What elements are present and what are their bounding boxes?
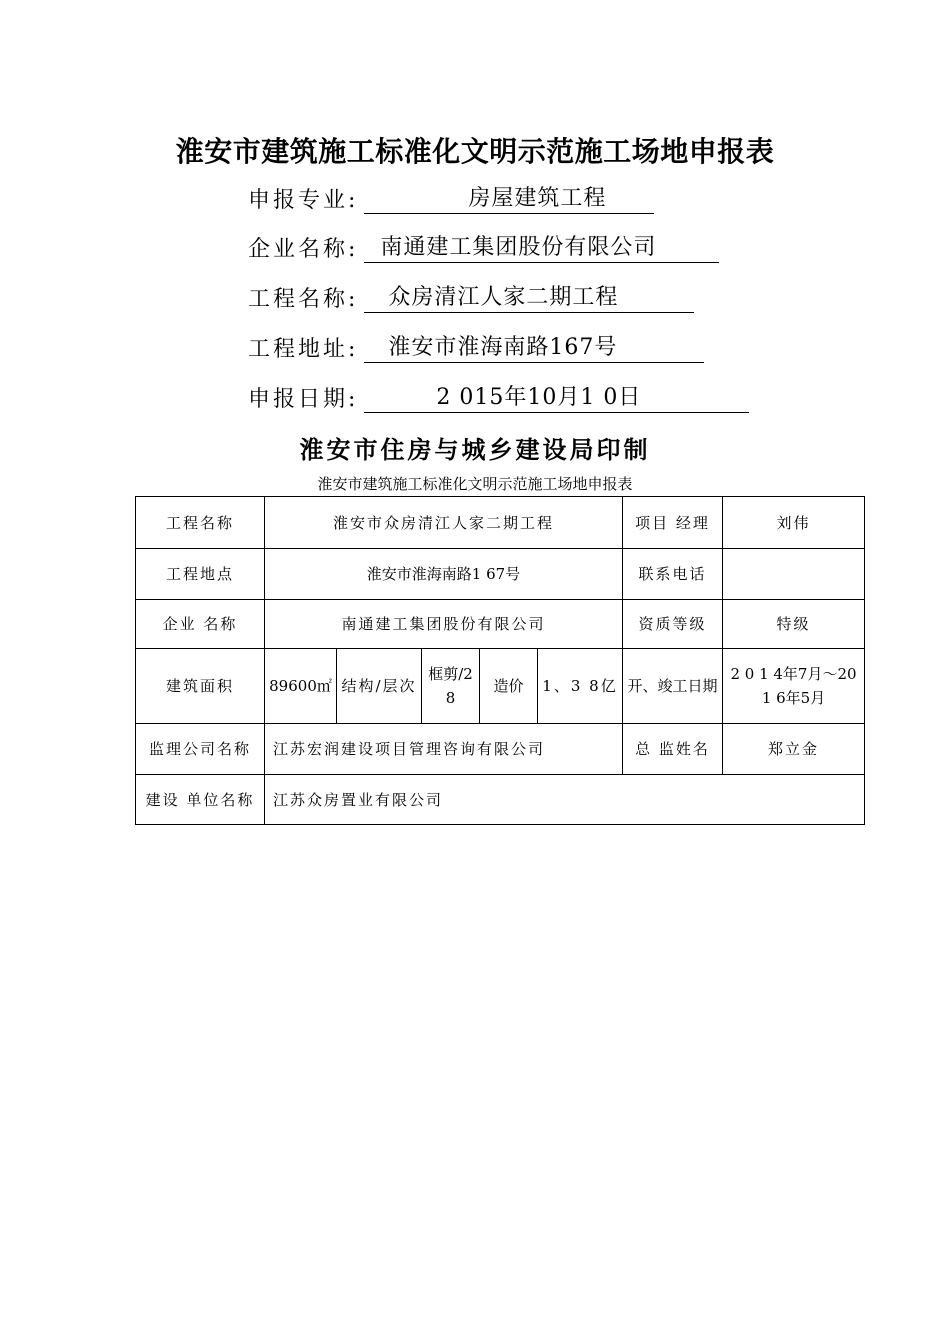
field-label: 工程名称: (248, 287, 359, 312)
table-row (136, 724, 865, 775)
qualification-cell: 特级 (723, 600, 865, 649)
chief-supervisor-label: 总 监姓名 (623, 724, 723, 775)
area-cell: 89600㎡ (265, 649, 337, 724)
table-row (136, 497, 865, 549)
cost-label: 造价 (480, 649, 538, 724)
period-label: 开、竣工日期 (623, 649, 723, 724)
location-label: 工程地点 (136, 549, 265, 600)
phone-cell (723, 549, 865, 600)
manager-cell: 刘伟 (723, 497, 865, 549)
field-label: 申报专业: (248, 188, 359, 213)
chief-supervisor-cell: 郑立金 (723, 724, 865, 775)
area-label: 建筑面积 (136, 649, 265, 724)
field-value: 南通建工集团股份有限公司 (364, 235, 719, 263)
field-project-address (248, 329, 704, 363)
field-label: 申报日期: (248, 387, 359, 412)
application-table (135, 496, 865, 825)
table-row (136, 775, 865, 825)
builder-label: 建设 单位名称 (136, 775, 265, 825)
table-caption: 淮安市建筑施工标准化文明示范施工场地申报表 (317, 475, 633, 493)
period-cell: 2 0 1 4年7月～20 1 6年5月 (723, 649, 865, 724)
table-row (136, 600, 865, 649)
supervisor-company-cell: 江苏宏润建设项目管理咨询有限公司 (265, 724, 623, 775)
field-company-name (248, 229, 719, 263)
location-cell: 淮安市淮海南路1 67号 (265, 549, 623, 600)
company-label: 企业 名称 (136, 600, 265, 649)
printed-by: 淮安市住房与城乡建设局印制 (299, 436, 651, 464)
field-value: 房屋建筑工程 (364, 186, 654, 214)
field-label: 企业名称: (248, 237, 359, 262)
table-row (136, 549, 865, 600)
company-cell: 南通建工集团股份有限公司 (265, 600, 623, 649)
field-declaration-date (248, 379, 749, 413)
field-value: 2 015年10月1 0日 (364, 385, 749, 413)
table-row (136, 649, 865, 724)
field-project-name (248, 279, 694, 313)
field-value: 淮安市淮海南路167号 (364, 335, 704, 363)
project-name-label: 工程名称 (136, 497, 265, 549)
qualification-label: 资质等级 (623, 600, 723, 649)
manager-label: 项目 经理 (623, 497, 723, 549)
form-title: 淮安市建筑施工标准化文明示范施工场地申报表 (175, 135, 775, 168)
field-value: 众房清江人家二期工程 (364, 285, 694, 313)
structure-label: 结构/层次 (337, 649, 422, 724)
structure-cell: 框剪/28 (422, 649, 480, 724)
phone-label: 联系电话 (623, 549, 723, 600)
cost-cell: 1、3 8亿 (538, 649, 623, 724)
supervisor-company-label: 监理公司名称 (136, 724, 265, 775)
builder-cell: 江苏众房置业有限公司 (265, 775, 865, 825)
project-name-cell: 淮安市众房清江人家二期工程 (265, 497, 623, 549)
field-declared-specialty (248, 180, 654, 214)
field-label: 工程地址: (248, 337, 359, 362)
